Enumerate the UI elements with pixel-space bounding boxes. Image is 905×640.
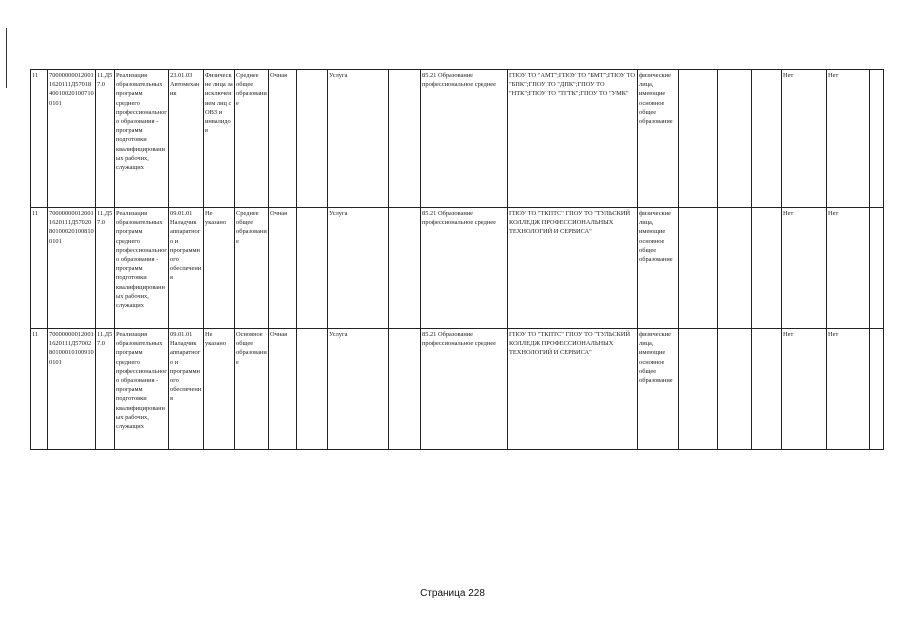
study-form: Очная: [269, 70, 297, 208]
service-name: Реализация образовательных программ среднего профессионального образования - программ подготовки квалифицированных рабочих, служащих: [115, 329, 169, 450]
table-row: [31, 329, 884, 450]
service-type: Услуга: [328, 329, 389, 450]
empty-cell: [389, 70, 421, 208]
service-name: Реализация образовательных программ среднего профессионального образования - программ подготовки квалифицированных рабочих, служащих: [115, 70, 169, 208]
flag-cell: Нет: [782, 329, 827, 450]
service-type: Услуга: [328, 208, 389, 329]
kbk-code: 11.Д57.0: [96, 70, 115, 208]
specialty: 09.01.01 Наладчик аппаратного и программного обеспечения: [169, 208, 204, 329]
empty-cell: [679, 208, 718, 329]
education-base: Среднее общее образование: [235, 70, 269, 208]
empty-cell: [389, 329, 421, 450]
scan-margin-line: [6, 28, 7, 88]
kbk-code: 11.Д57.0: [96, 329, 115, 450]
consumer-category: Не указано: [204, 208, 235, 329]
page-number: Страница 228: [420, 588, 485, 599]
empty-cell: [752, 70, 782, 208]
education-base: Среднее общее образование: [235, 208, 269, 329]
flag-cell: Нет: [827, 208, 870, 329]
service-type: Услуга: [328, 70, 389, 208]
empty-cell: [752, 329, 782, 450]
empty-cell: [389, 208, 421, 329]
registry-code: 700000000120011620111Д57020801000201008100101: [48, 208, 96, 329]
empty-cell: [679, 329, 718, 450]
empty-cell: [718, 70, 752, 208]
consumers: физические лица, имеющие основное общее образование: [638, 208, 679, 329]
registry-code: 700000000120011620111Д57002801000101009100101: [48, 329, 96, 450]
flag-cell: Нет: [827, 70, 870, 208]
empty-cell: [297, 329, 328, 450]
consumers: физические лица, имеющие основное общее образование: [638, 70, 679, 208]
study-form: Очная: [269, 329, 297, 450]
consumer-category: Физические лица за исключением лиц с ОВЗ и инвалидов: [204, 70, 235, 208]
row-number: 11: [31, 329, 48, 450]
empty-cell: [870, 208, 884, 329]
empty-cell: [679, 70, 718, 208]
organizations: ГПОУ ТО "ТКПТС" ГПОУ ТО "ТУЛЬСКИЙ КОЛЛЕДЖ ПРОФЕССИОНАЛЬНЫХ ТЕХНОЛОГИЙ И СЕРВИСА": [508, 329, 638, 450]
okved-code: 85.21 Образование профессиональное среднее: [421, 70, 508, 208]
table-row: [31, 208, 884, 329]
consumers: физические лица, имеющие основное общее образование: [638, 329, 679, 450]
registry-code: 700000000120011620111Д57018400100201007100101: [48, 70, 96, 208]
okved-code: 85.21 Образование профессиональное среднее: [421, 208, 508, 329]
flag-cell: Нет: [782, 208, 827, 329]
kbk-code: 11.Д57.0: [96, 208, 115, 329]
study-form: Очная: [269, 208, 297, 329]
consumer-category: Не указано: [204, 329, 235, 450]
okved-code: 85.21 Образование профессиональное среднее: [421, 329, 508, 450]
empty-cell: [297, 70, 328, 208]
flag-cell: Нет: [782, 70, 827, 208]
row-number: 11: [31, 70, 48, 208]
flag-cell: Нет: [827, 329, 870, 450]
table-row: [31, 70, 884, 208]
empty-cell: [752, 208, 782, 329]
empty-cell: [297, 208, 328, 329]
empty-cell: [718, 329, 752, 450]
specialty: 09.01.01 Наладчик аппаратного и программного обеспечения: [169, 329, 204, 450]
empty-cell: [718, 208, 752, 329]
organizations: ГПОУ ТО "ТКПТС" ГПОУ ТО "ТУЛЬСКИЙ КОЛЛЕДЖ ПРОФЕССИОНАЛЬНЫХ ТЕХНОЛОГИЙ И СЕРВИСА": [508, 208, 638, 329]
empty-cell: [870, 329, 884, 450]
specialty: 23.01.03 Автомеханик: [169, 70, 204, 208]
organizations: ГПОУ ТО "АМТ";ГПОУ ТО "БМТ";ГПОУ ТО "БПК";ГПОУ ТО "ДПК";ГПОУ ТО "НТК";ГПОУ ТО "ТГТК";ГПОУ ТО "УМК": [508, 70, 638, 208]
registry-table: [30, 69, 884, 450]
empty-cell: [870, 70, 884, 208]
row-number: 11: [31, 208, 48, 329]
service-name: Реализация образовательных программ среднего профессионального образования - программ подготовки квалифицированных рабочих, служащих: [115, 208, 169, 329]
education-base: Основное общее образование: [235, 329, 269, 450]
